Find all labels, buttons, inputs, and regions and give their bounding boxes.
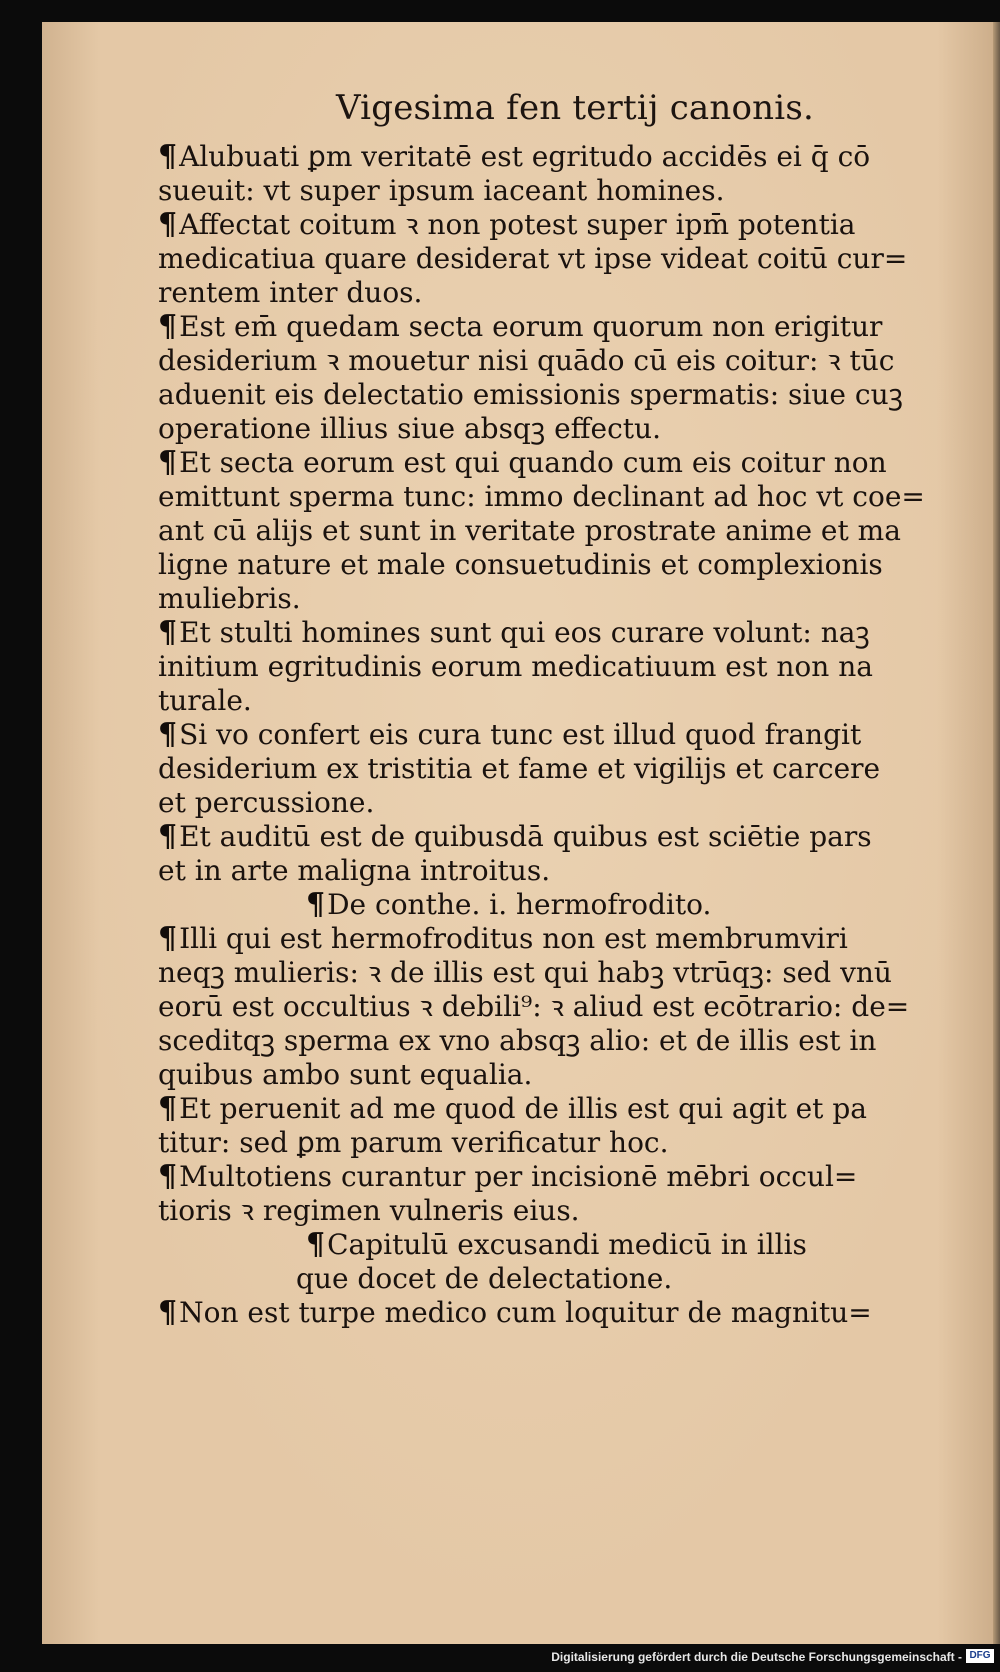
- line-text: Affectat coitum ꝛ non potest super ipm̄ potentia: [179, 208, 856, 241]
- line-text: rentem inter duos.: [158, 276, 423, 309]
- line-text: eorū est occultius ꝛ debili⁹: ꝛ aliud est ecōtrario: de=: [158, 990, 910, 1023]
- text-line: [158, 446, 918, 480]
- dfg-logo: DFG: [966, 1649, 994, 1663]
- text-line: [158, 344, 918, 378]
- text-line: [158, 1092, 918, 1126]
- paragraph-mark-icon: ¶: [158, 309, 178, 344]
- paragraph: [158, 140, 918, 208]
- paragraph-mark-icon: ¶: [158, 615, 178, 650]
- line-text: et in arte maligna introitus.: [158, 854, 551, 887]
- text-line: [158, 684, 918, 718]
- text-line: [158, 310, 918, 344]
- paragraph-mark-icon: ¶: [158, 139, 178, 174]
- section-heading: [158, 1228, 918, 1296]
- paragraph: [158, 310, 918, 446]
- paragraph-mark-icon: ¶: [158, 1295, 178, 1330]
- paragraph-mark-icon: ¶: [158, 1159, 178, 1194]
- text-line: [158, 242, 918, 276]
- line-text: Multotiens curantur per incisionē mēbri occul=: [179, 1160, 858, 1193]
- text-line: [158, 650, 918, 684]
- paragraph-mark-icon: ¶: [158, 921, 178, 956]
- running-head: Vigesima fen tertij canonis.: [336, 88, 814, 128]
- text-line: [158, 922, 918, 956]
- line-text: Capitulū excusandi medicū in illis: [327, 1228, 807, 1261]
- line-text: emittunt sperma tunc: immo declinant ad hoc vt coe=: [158, 480, 925, 513]
- page-edge: [993, 22, 1000, 1644]
- line-text: tioris ꝛ regimen vulneris eius.: [158, 1194, 580, 1227]
- paragraph: [158, 616, 918, 718]
- line-text: medicatiua quare desiderat vt ipse videat coitū cur=: [158, 242, 908, 275]
- text-line: [158, 718, 918, 752]
- text-line: [158, 1160, 918, 1194]
- line-text: operatione illius siue absqꝫ effectu.: [158, 412, 661, 445]
- text-line: [158, 990, 918, 1024]
- line-text: quibus ambo sunt equalia.: [158, 1058, 533, 1091]
- text-line: [158, 140, 918, 174]
- line-text: Est em̄ quedam secta eorum quorum non erigitur: [179, 310, 883, 343]
- line-text: initium egritudinis eorum medicatiuum est non na: [158, 650, 873, 683]
- text-line: [158, 208, 918, 242]
- line-text: desiderium ꝛ mouetur nisi quādo cū eis coitur: ꝛ tūc: [158, 344, 895, 377]
- text-line: [158, 1194, 918, 1228]
- paragraph-mark-icon: ¶: [158, 207, 178, 242]
- text-line: [158, 1126, 918, 1160]
- text-line: [158, 956, 918, 990]
- text-line: [158, 276, 918, 310]
- paragraph: [158, 208, 918, 310]
- line-text: Et stulti homines sunt qui eos curare volunt: naꝫ: [179, 616, 870, 649]
- text-line: [158, 1262, 918, 1296]
- paragraph-mark-icon: ¶: [306, 887, 326, 922]
- paragraph: [158, 1160, 918, 1228]
- line-text: que docet de delectatione.: [296, 1262, 673, 1295]
- text-line: [158, 616, 918, 650]
- line-text: Alubuati ꝑm veritatē est egritudo accidēs ei q̄ cō: [179, 140, 871, 173]
- text-line: [158, 1058, 918, 1092]
- paragraph: [158, 445, 925, 616]
- text-line: [158, 480, 925, 514]
- line-text: muliebris.: [158, 582, 301, 615]
- line-text: Et peruenit ad me quod de illis est qui agit et pa: [179, 1092, 867, 1125]
- line-text: ant cū alijs et sunt in veritate prostrate anime et ma: [158, 514, 901, 547]
- line-text: ligne nature et male consuetudinis et complexionis: [158, 548, 883, 581]
- text-line: [158, 1296, 918, 1330]
- line-text: Si vo confert eis cura tunc est illud quod frangit: [179, 718, 862, 751]
- line-text: turale.: [158, 684, 252, 717]
- paragraph: [158, 718, 918, 820]
- line-text: neqꝫ mulieris: ꝛ de illis est qui habꝫ vtrūqꝫ: sed vnū: [158, 956, 892, 989]
- line-text: Illi qui est hermofroditus non est membrumviri: [179, 922, 848, 955]
- text-line: [158, 1228, 918, 1262]
- line-text: Non est turpe medico cum loquitur de magnitu=: [179, 1296, 872, 1329]
- line-text: et percussione.: [158, 786, 375, 819]
- text-line: [158, 820, 918, 854]
- line-text: sueuit: vt super ipsum iaceant homines.: [158, 174, 725, 207]
- line-text: desiderium ex tristitia et fame et vigilijs et carcere: [158, 752, 881, 785]
- paragraph: [158, 1092, 918, 1160]
- text-block: [158, 139, 925, 1330]
- text-line: [158, 1024, 918, 1058]
- text-line: [158, 514, 918, 548]
- line-text: Et secta eorum est qui quando cum eis coitur non: [179, 446, 887, 479]
- paragraph: [158, 1296, 918, 1330]
- digitization-credit: Digitalisierung gefördert durch die Deutsche Forschungsgemeinschaft -: [551, 1650, 962, 1664]
- text-line: [158, 548, 918, 582]
- line-text: Et auditū est de quibusdā quibus est sciētie pars: [179, 820, 872, 853]
- line-text: sceditqꝫ sperma ex vno absqꝫ alio: et de illis est in: [158, 1024, 877, 1057]
- text-line: [158, 582, 918, 616]
- paragraph: [158, 922, 918, 1092]
- text-line: [158, 752, 918, 786]
- text-line: [158, 412, 918, 446]
- line-text: aduenit eis delectatio emissionis spermatis: siue cuꝫ: [158, 378, 903, 411]
- text-line: [158, 854, 918, 888]
- line-text: titur: sed ꝑm parum verificatur hoc.: [158, 1126, 669, 1159]
- paragraph-mark-icon: ¶: [158, 717, 178, 752]
- paragraph-mark-icon: ¶: [306, 1227, 326, 1262]
- paragraph-mark-icon: ¶: [158, 819, 178, 854]
- section-heading: [158, 888, 918, 922]
- text-line: [158, 174, 918, 208]
- paragraph-mark-icon: ¶: [158, 1091, 178, 1126]
- text-line: [158, 786, 918, 820]
- paragraph: [158, 820, 918, 888]
- line-text: De conthe. i. hermofrodito.: [327, 888, 712, 921]
- text-line: [158, 378, 918, 412]
- paragraph-mark-icon: ¶: [158, 445, 178, 480]
- text-line: [158, 888, 918, 922]
